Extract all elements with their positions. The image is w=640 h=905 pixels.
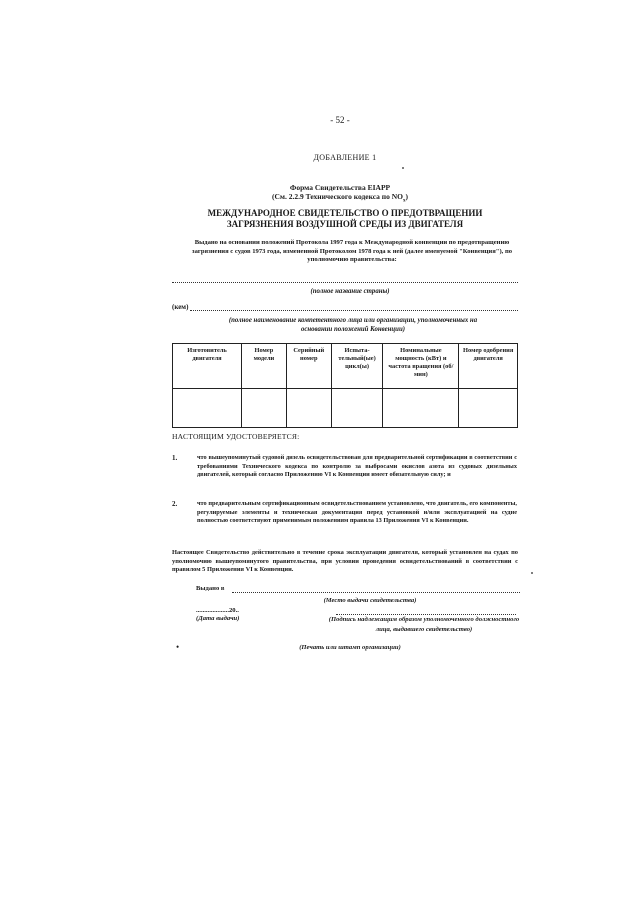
certifies-heading: НАСТОЯЩИМ УДОСТОВЕРЯЕТСЯ:: [172, 432, 300, 441]
form-title-line2: [220, 192, 460, 206]
country-dotted-line: [172, 282, 518, 283]
form-title-line1: Форма Свидетельства EIAPP: [289, 183, 391, 192]
table-cell-manufacturer: [173, 389, 242, 428]
bullet-mark: •: [176, 642, 180, 652]
form-title-subscript: x: [403, 198, 406, 204]
engine-table-header-row: [173, 344, 518, 389]
whom-label: (кем): [172, 303, 189, 311]
col-header-manufacturer: Изготовитель двигателя: [173, 344, 242, 389]
scan-speck: [531, 572, 533, 574]
signature-caption: (Подпись надлежащим образом уполномоченного должностного лица, выдавшего свидетельство): [328, 616, 520, 633]
table-cell-serial: [286, 389, 331, 428]
table-cell-model: [242, 389, 287, 428]
page-number: - 52 -: [330, 115, 350, 125]
form-title: [220, 183, 460, 206]
table-row: [173, 389, 518, 428]
item-1-text: что вышеупомянутый судовой дизель освидетельствован для предварительной сертификации в соответствии с требованиями Технического кодекса по контролю за выбросами окислов азота из судовых дизельных двигателей, который согласно Приложению VI к Конвенции имеет обязательную силу; и: [197, 454, 517, 479]
date-caption: (Дата выдачи): [196, 615, 240, 622]
certificate-title: [170, 208, 520, 230]
issued-at-label: Выдано в: [196, 585, 225, 592]
item-2-number: 2.: [172, 500, 178, 508]
table-cell-rated-power: [383, 389, 459, 428]
seal-caption: (Печать или штамп организации): [299, 644, 401, 651]
authority-dotted-line: [190, 310, 518, 311]
item-2-text: что предварительным сертификационным освидетельствованием установлено, что двигатель, его компоненты, регулируемые элементы и техническая документация перед установкой и/или эксплуатацией на судне полностью соответствуют применимым положениям правила 13 Приложения VI к Конвенции.: [197, 500, 517, 525]
certificate-title-line1: МЕЖДУНАРОДНОЕ СВИДЕТЕЛЬСТВО О ПРЕДОТВРАЩЕНИИ: [207, 208, 483, 218]
validity-text: Настоящее Свидетельство действительно в течение срока эксплуатации двигателя, который установлен на судах по уполномочию вышеупомянутого правительства, при условии проведения освидетельствований в соответствии с правилом 5 Приложения VI к Конвенции.: [172, 549, 518, 574]
certificate-title-line2: ЗАГРЯЗНЕНИЯ ВОЗДУШНОЙ СРЕДЫ ИЗ ДВИГАТЕЛЯ: [226, 219, 464, 229]
col-header-rated-power: Номинальные мощность (кВт) и частота вращения (об/мин): [383, 344, 459, 389]
item-1-number: 1.: [172, 454, 178, 462]
col-header-test-cycle: Испыта-тельный(ые) цикл(ы): [331, 344, 383, 389]
col-header-approval-number: Номер одобрения двигателя: [459, 344, 518, 389]
country-caption: (полное название страны): [310, 288, 390, 295]
scan-speck: [402, 167, 404, 169]
engine-table: [172, 343, 518, 428]
intro-text: Выдано на основании положений Протокола 1997 года к Международной конвенции по предотвращению загрязнения с судов 1973 года, измененной Протоколом 1978 года к ней (далее именуемой "Конвенция"), по уполномочию правительства:: [191, 239, 513, 264]
date-field: ....................20..: [196, 607, 239, 614]
authority-caption: (полное наименование компетентного лица или организации, уполномоченных на основании положений Конвенции): [228, 317, 478, 333]
form-title-line2-end: ): [405, 192, 408, 201]
place-caption: (Место выдачи свидетельства): [323, 597, 417, 604]
place-dotted-line: [232, 592, 520, 593]
form-title-line2-text: (См. 2.2.9 Технического кодекса по NO: [272, 192, 403, 201]
col-header-serial: Серийный номер: [286, 344, 331, 389]
appendix-label: ДОБАВЛЕНИЕ 1: [313, 153, 377, 162]
table-cell-approval-number: [459, 389, 518, 428]
col-header-model: Номер модели: [242, 344, 287, 389]
table-cell-test-cycle: [331, 389, 383, 428]
